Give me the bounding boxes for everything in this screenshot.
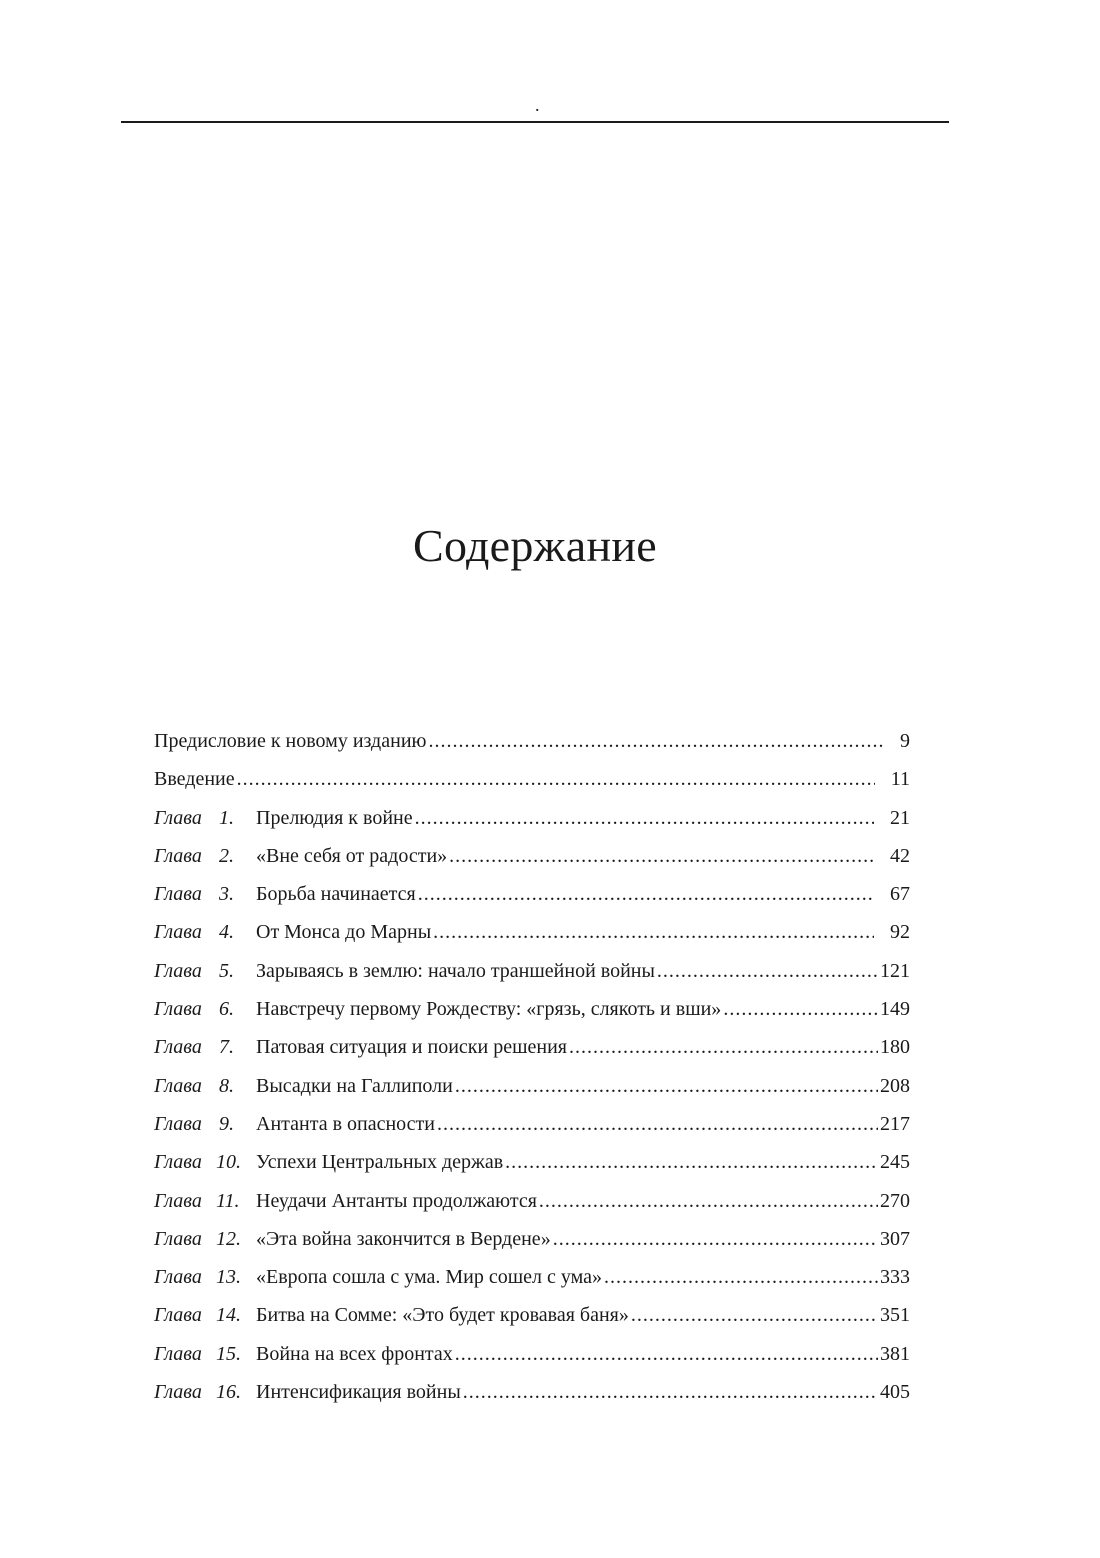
chapter-prefix	[154, 1220, 244, 1258]
chapter-word: Глава	[154, 1074, 202, 1097]
toc-page-number: 405	[880, 1381, 910, 1404]
chapter-word: Глава	[154, 1151, 202, 1174]
toc-entry-title: От Монса до Марны	[256, 921, 432, 944]
toc-page-number: 381	[880, 1342, 910, 1365]
chapter-word: Глава	[154, 1112, 202, 1135]
chapter-word: Глава	[154, 1036, 202, 1059]
toc-page-number: 67	[890, 883, 910, 906]
toc-page-number: 121	[880, 959, 910, 982]
chapter-word: Глава	[154, 921, 202, 944]
chapter-word: Глава	[154, 1266, 202, 1289]
chapter-word: Глава	[154, 1342, 202, 1365]
dot-leader	[463, 1373, 878, 1411]
toc-entry-chapter[interactable]	[154, 1296, 910, 1334]
chapter-number: 12.	[216, 1227, 241, 1250]
dot-leader	[237, 760, 875, 798]
chapter-prefix	[154, 990, 244, 1028]
chapter-word: Глава	[154, 1304, 202, 1327]
toc-page-number: 351	[880, 1304, 910, 1327]
dot-leader	[415, 799, 874, 837]
toc-entry-front[interactable]	[154, 722, 910, 760]
header-rule	[121, 121, 949, 123]
chapter-number: 4.	[219, 921, 234, 944]
toc-entry-front[interactable]	[154, 760, 910, 798]
chapter-word: Глава	[154, 1381, 202, 1404]
chapter-number: 3.	[219, 883, 234, 906]
toc-page-number: 11	[890, 768, 910, 791]
toc-page-number: 92	[890, 921, 910, 944]
toc-entry-chapter[interactable]	[154, 1220, 910, 1258]
toc-entry-title: Борьба начинается	[256, 883, 416, 906]
chapter-number: 8.	[219, 1074, 234, 1097]
toc-page-number: 208	[880, 1074, 910, 1097]
toc-entry-chapter[interactable]	[154, 799, 910, 837]
chapter-number: 14.	[216, 1304, 241, 1327]
dot-leader	[437, 1105, 878, 1143]
chapter-prefix	[154, 1028, 244, 1066]
toc-page-number: 333	[880, 1266, 910, 1289]
chapter-prefix	[154, 952, 244, 990]
dot-leader	[455, 1335, 878, 1373]
chapter-prefix	[154, 1373, 244, 1411]
chapter-number: 10.	[216, 1151, 241, 1174]
chapter-number: 9.	[219, 1112, 234, 1135]
chapter-prefix	[154, 1296, 244, 1334]
toc-entry-chapter[interactable]	[154, 990, 910, 1028]
toc-entry-title: Предисловие к новому изданию	[154, 730, 427, 752]
chapter-word: Глава	[154, 844, 202, 867]
toc-entry-title: Зарываясь в землю: начало траншейной войны	[256, 959, 655, 982]
toc-entry-title: Неудачи Антанты продолжаются	[256, 1189, 537, 1212]
chapter-prefix	[154, 875, 244, 913]
toc-page-number: 9	[900, 730, 910, 752]
toc-entry-title: Война на всех фронтах	[256, 1342, 453, 1365]
chapter-word: Глава	[154, 959, 202, 982]
dot-leader	[455, 1067, 878, 1105]
chapter-prefix	[154, 1105, 244, 1143]
dot-leader	[657, 952, 878, 990]
toc-entry-chapter[interactable]	[154, 1105, 910, 1143]
chapter-prefix	[154, 1143, 244, 1181]
toc-page-number: 245	[880, 1151, 910, 1174]
chapter-word: Глава	[154, 1189, 202, 1212]
chapter-word: Глава	[154, 998, 202, 1021]
chapter-number: 7.	[219, 1036, 234, 1059]
chapter-number: 5.	[219, 959, 234, 982]
toc-entry-title: Битва на Сомме: «Это будет кровавая баня»	[256, 1304, 629, 1327]
toc-entry-title: Высадки на Галлиполи	[256, 1074, 453, 1097]
chapter-prefix	[154, 1067, 244, 1105]
toc-entry-chapter[interactable]	[154, 1373, 910, 1411]
toc-page-number: 307	[880, 1227, 910, 1250]
table-of-contents	[154, 722, 910, 1411]
toc-entry-title: «Эта война закончится в Вердене»	[256, 1227, 551, 1250]
toc-entry-chapter[interactable]	[154, 1067, 910, 1105]
chapter-number: 15.	[216, 1342, 241, 1365]
header-mark: .	[535, 95, 540, 115]
toc-entry-title: Введение	[154, 768, 235, 791]
chapter-number: 6.	[219, 998, 234, 1021]
toc-entry-title: «Европа сошла с ума. Мир сошел с ума»	[256, 1266, 603, 1289]
toc-entry-title: Интенсификация войны	[256, 1381, 461, 1404]
dot-leader	[723, 990, 878, 1028]
toc-entry-chapter[interactable]	[154, 1182, 910, 1220]
chapter-number: 13.	[216, 1266, 241, 1289]
toc-page-number: 217	[880, 1112, 910, 1135]
chapter-word: Глава	[154, 1227, 202, 1250]
toc-entry-title: Прелюдия к войне	[256, 806, 413, 829]
toc-entry-chapter[interactable]	[154, 1258, 910, 1296]
toc-page-number: 180	[880, 1036, 910, 1059]
toc-entry-chapter[interactable]	[154, 875, 910, 913]
toc-page-number: 149	[880, 998, 910, 1021]
dot-leader	[505, 1143, 878, 1181]
toc-page-number: 270	[880, 1189, 910, 1212]
dot-leader	[553, 1220, 878, 1258]
chapter-prefix	[154, 837, 244, 875]
dot-leader	[418, 875, 874, 913]
toc-entry-title: Антанта в опасности	[256, 1112, 435, 1135]
dot-leader	[604, 1258, 878, 1296]
toc-entry-chapter[interactable]	[154, 913, 910, 951]
toc-page-number: 42	[890, 844, 910, 867]
toc-entry-chapter[interactable]	[154, 1335, 910, 1373]
chapter-prefix	[154, 913, 244, 951]
chapter-number: 16.	[216, 1381, 241, 1404]
dot-leader	[539, 1182, 878, 1220]
chapter-word: Глава	[154, 883, 202, 906]
toc-entry-title: Патовая ситуация и поиски решения	[256, 1036, 567, 1059]
dot-leader	[631, 1296, 878, 1334]
chapter-number: 11.	[216, 1189, 240, 1212]
toc-entry-chapter[interactable]	[154, 1028, 910, 1066]
toc-entry-title: Навстречу первому Рождеству: «грязь, слякоть и вши»	[256, 998, 722, 1021]
page-title: Содержание	[412, 520, 658, 571]
chapter-prefix	[154, 1182, 244, 1220]
toc-page-number: 21	[890, 806, 910, 829]
chapter-prefix	[154, 1335, 244, 1373]
dot-leader	[569, 1028, 878, 1066]
chapter-prefix	[154, 1258, 244, 1296]
chapter-number: 1.	[219, 806, 234, 829]
chapter-prefix	[154, 799, 244, 837]
toc-entry-chapter[interactable]	[154, 952, 910, 990]
toc-entry-title: «Вне себя от радости»	[256, 844, 448, 867]
chapter-number: 2.	[219, 844, 234, 867]
chapter-word: Глава	[154, 806, 202, 829]
toc-entry-title: Успехи Центральных держав	[256, 1151, 504, 1174]
dot-leader	[433, 913, 874, 951]
dot-leader	[449, 837, 874, 875]
dot-leader	[428, 722, 884, 760]
toc-entry-chapter[interactable]	[154, 837, 910, 875]
toc-entry-chapter[interactable]	[154, 1143, 910, 1181]
